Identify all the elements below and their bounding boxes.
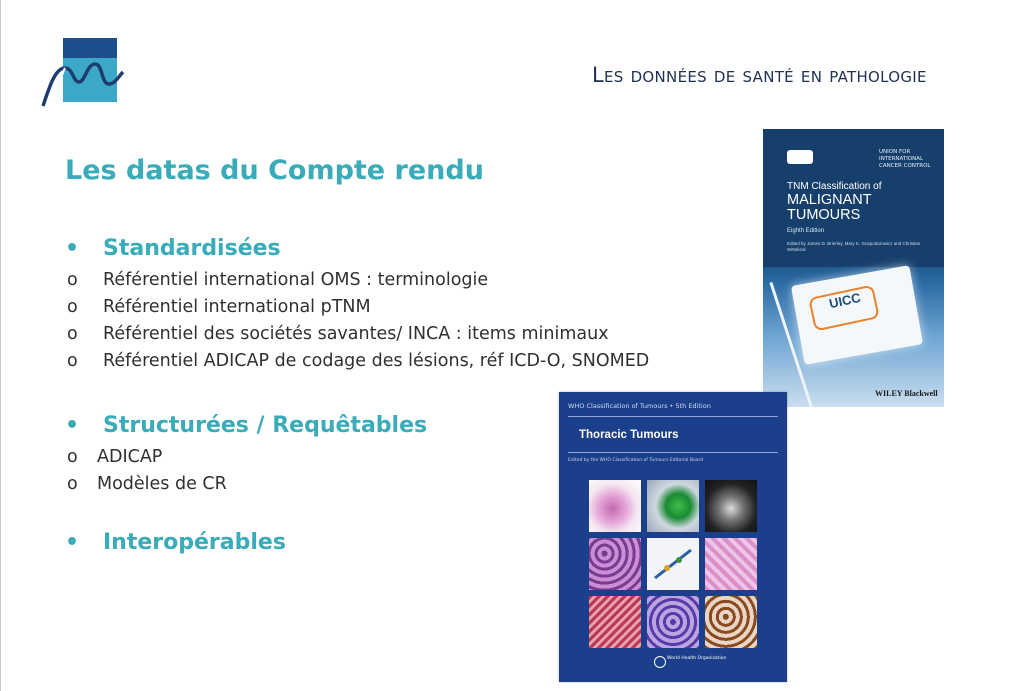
book-cover-tnm bbox=[763, 129, 944, 407]
histology-image bbox=[705, 596, 757, 648]
histology-image bbox=[647, 596, 699, 648]
list-item-text: Référentiel international pTNM bbox=[103, 297, 371, 317]
bullet-label: Standardisées bbox=[103, 236, 281, 261]
publisher-logo: WILEY Blackwell bbox=[875, 389, 938, 398]
histology-image bbox=[589, 480, 641, 532]
list-item-text: Modèles de CR bbox=[97, 474, 227, 494]
ct-scan-image bbox=[647, 480, 699, 532]
book-edited-by: Edited by the WHO Classification of Tumours Editorial Board bbox=[568, 458, 704, 463]
section-title: Les datas du Compte rendu bbox=[65, 155, 484, 186]
divider bbox=[568, 416, 778, 417]
divider bbox=[568, 452, 778, 453]
uicc-logo-icon bbox=[787, 150, 813, 164]
sub-marker: o bbox=[67, 474, 78, 494]
book-cover-thoracic bbox=[559, 392, 787, 682]
org-name: World Health Organization bbox=[667, 656, 727, 661]
list-item-text: Référentiel des sociétés savantes/ INCA : items minimaux bbox=[103, 324, 609, 344]
histology-image bbox=[705, 538, 757, 590]
bullet-interoperables bbox=[65, 530, 286, 555]
bullet-dot: • bbox=[65, 530, 80, 555]
list-item bbox=[67, 447, 162, 467]
sub-marker: o bbox=[67, 297, 78, 317]
sub-marker: o bbox=[67, 324, 78, 344]
diagram-image bbox=[647, 538, 699, 590]
bullet-dot: • bbox=[65, 236, 80, 261]
sub-marker: o bbox=[67, 270, 78, 290]
header-title: Les données de santé en pathologie bbox=[592, 63, 927, 87]
book-title-line2: MALIGNANT bbox=[787, 192, 872, 208]
who-logo-icon bbox=[654, 656, 666, 668]
book-title: Thoracic Tumours bbox=[579, 429, 679, 441]
list-item-text: Référentiel international OMS : terminologie bbox=[103, 270, 489, 290]
list-item bbox=[67, 324, 609, 344]
ct-scan-image bbox=[705, 480, 757, 532]
list-item bbox=[67, 270, 488, 290]
book-editors: Edited by James D. Brierley, Mary K. Gospodarowicz and Christian Wittekind bbox=[787, 241, 921, 252]
book-series: WHO Classification of Tumours • 5th Edition bbox=[568, 402, 711, 410]
book-edition: Eighth Edition bbox=[787, 228, 825, 234]
list-item bbox=[67, 351, 649, 371]
book-title-main bbox=[787, 193, 872, 223]
list-item-text: Référentiel ADICAP de codage des lésions, réf ICD-O, SNOMED bbox=[103, 351, 650, 371]
book-title-line3: TUMOURS bbox=[787, 207, 861, 223]
list-item bbox=[67, 474, 227, 494]
publisher-union: UNION FOR INTERNATIONAL CANCER CONTROL bbox=[879, 149, 931, 169]
bullet-standardisees bbox=[65, 236, 281, 261]
list-item-text: ADICAP bbox=[97, 447, 163, 467]
bullet-label: Interopérables bbox=[103, 530, 286, 555]
bullet-dot: • bbox=[65, 413, 80, 438]
histology-image bbox=[589, 538, 641, 590]
list-item bbox=[67, 297, 371, 317]
logo-icon bbox=[39, 38, 125, 110]
book-title-line1: TNM Classification of bbox=[787, 181, 882, 192]
sub-marker: o bbox=[67, 447, 78, 467]
histology-image bbox=[589, 596, 641, 648]
bullet-label: Structurées / Requêtables bbox=[103, 413, 428, 438]
bullet-structurees bbox=[65, 413, 428, 438]
uicc-badge-text: UICC bbox=[827, 289, 862, 312]
sub-marker: o bbox=[67, 351, 78, 371]
